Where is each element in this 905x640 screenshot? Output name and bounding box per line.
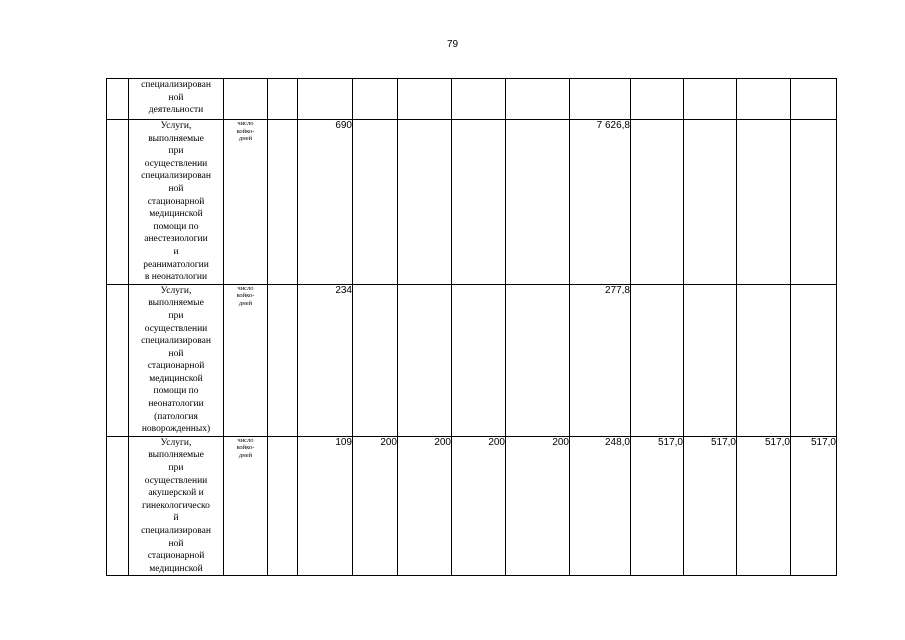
value-cell bbox=[791, 284, 837, 436]
empty-cell bbox=[268, 79, 298, 120]
description-line: помощи по bbox=[153, 386, 199, 397]
unit-line: койко- bbox=[236, 444, 255, 452]
description-line: (патология bbox=[154, 411, 198, 422]
description-line: при bbox=[168, 463, 184, 474]
description-line: й bbox=[173, 513, 179, 524]
value-cell: 517,0 bbox=[684, 436, 737, 576]
description-line: медицинской bbox=[149, 563, 203, 574]
index-cell bbox=[107, 120, 129, 285]
table-row bbox=[107, 120, 837, 285]
value-cell: 200 bbox=[452, 436, 506, 576]
unit-line: койко- bbox=[236, 292, 255, 300]
empty-cell bbox=[268, 120, 298, 285]
value-cell: 234 bbox=[298, 284, 353, 436]
description-line: специализирован bbox=[141, 336, 211, 347]
value-cell: 200 bbox=[398, 436, 452, 576]
empty-cell bbox=[268, 284, 298, 436]
empty-cell bbox=[268, 436, 298, 576]
description-line: ной bbox=[168, 538, 184, 549]
unit-line: число bbox=[237, 436, 254, 444]
value-cell: 248,0 bbox=[570, 436, 631, 576]
unit-line: число bbox=[237, 284, 254, 292]
description-line: стационарной bbox=[147, 361, 205, 372]
description-line: неонатологии bbox=[148, 399, 204, 410]
value-cell bbox=[791, 79, 837, 120]
unit-line: дней bbox=[238, 451, 253, 459]
value-cell: 7 626,8 bbox=[570, 120, 631, 285]
description-line: акушерской и bbox=[148, 488, 204, 499]
value-cell: 200 bbox=[506, 436, 570, 576]
description-line: ной bbox=[168, 92, 184, 103]
value-cell bbox=[452, 120, 506, 285]
value-cell: 109 bbox=[298, 436, 353, 576]
value-cell bbox=[353, 284, 398, 436]
service-description-cell bbox=[129, 79, 224, 120]
value-cell bbox=[398, 284, 452, 436]
value-cell bbox=[506, 120, 570, 285]
service-description-cell bbox=[129, 120, 224, 285]
service-description-cell bbox=[129, 436, 224, 576]
description-line: гинекологическо bbox=[142, 500, 210, 511]
description-line: реаниматологии bbox=[143, 259, 209, 270]
value-cell: 517,0 bbox=[737, 436, 791, 576]
description-line: осуществлении bbox=[144, 158, 208, 169]
description-line: осуществлении bbox=[144, 475, 208, 486]
description-line: стационарной bbox=[147, 196, 205, 207]
description-line: анестезиологии bbox=[144, 234, 208, 245]
value-cell bbox=[452, 79, 506, 120]
value-cell bbox=[791, 120, 837, 285]
unit-line: дней bbox=[238, 135, 253, 142]
description-line: ной bbox=[168, 348, 184, 359]
index-cell bbox=[107, 284, 129, 436]
unit-line: дней bbox=[238, 299, 253, 307]
unit-cell bbox=[224, 120, 268, 285]
value-cell: 517,0 bbox=[631, 436, 684, 576]
value-cell bbox=[353, 79, 398, 120]
description-line: и bbox=[173, 246, 179, 257]
unit-line: койко- bbox=[236, 127, 255, 135]
value-cell bbox=[684, 79, 737, 120]
description-line: при bbox=[168, 310, 184, 321]
value-cell: 517,0 bbox=[791, 436, 837, 576]
description-line: специализирован bbox=[141, 526, 211, 536]
description-line: специализирован bbox=[141, 80, 211, 90]
value-cell: 200 bbox=[353, 436, 398, 576]
value-cell bbox=[631, 120, 684, 285]
data-table bbox=[106, 78, 837, 576]
description-line: специализирован bbox=[141, 171, 211, 182]
table-row bbox=[107, 284, 837, 436]
description-line: новорожденных) bbox=[141, 424, 211, 435]
value-cell bbox=[737, 120, 791, 285]
value-cell bbox=[684, 120, 737, 285]
value-cell bbox=[737, 79, 791, 120]
description-line: ной bbox=[168, 183, 184, 194]
value-cell bbox=[452, 284, 506, 436]
description-line: в неонатологии bbox=[144, 272, 208, 283]
value-cell bbox=[684, 284, 737, 436]
service-description-cell bbox=[129, 284, 224, 436]
value-cell bbox=[631, 284, 684, 436]
value-cell bbox=[398, 120, 452, 285]
index-cell bbox=[107, 79, 129, 120]
value-cell bbox=[737, 284, 791, 436]
unit-cell bbox=[224, 79, 268, 120]
table-row bbox=[107, 79, 837, 120]
unit-cell bbox=[224, 436, 268, 576]
value-cell bbox=[353, 120, 398, 285]
description-line: осуществлении bbox=[144, 323, 208, 334]
value-cell: 277,8 bbox=[570, 284, 631, 436]
value-cell bbox=[506, 79, 570, 120]
unit-line: число bbox=[237, 120, 254, 127]
value-cell: 690 bbox=[298, 120, 353, 285]
table-row bbox=[107, 436, 837, 576]
value-cell bbox=[631, 79, 684, 120]
description-line: выполняемые bbox=[148, 450, 204, 461]
description-line: Услуги, bbox=[160, 285, 192, 296]
index-cell bbox=[107, 436, 129, 576]
description-line: медицинской bbox=[149, 209, 203, 220]
description-line: стационарной bbox=[147, 551, 205, 562]
description-line: Услуги, bbox=[160, 437, 192, 448]
value-cell bbox=[398, 79, 452, 120]
value-cell bbox=[298, 79, 353, 120]
description-line: помощи по bbox=[153, 221, 199, 232]
description-line: Услуги, bbox=[160, 121, 192, 131]
value-cell bbox=[570, 79, 631, 120]
description-line: выполняемые bbox=[148, 298, 204, 309]
value-cell bbox=[506, 284, 570, 436]
description-line: медицинской bbox=[149, 373, 203, 384]
description-line: деятельности bbox=[148, 105, 204, 116]
unit-cell bbox=[224, 284, 268, 436]
page-number: 79 bbox=[446, 39, 459, 50]
description-line: выполняемые bbox=[148, 133, 204, 144]
description-line: при bbox=[168, 146, 184, 157]
